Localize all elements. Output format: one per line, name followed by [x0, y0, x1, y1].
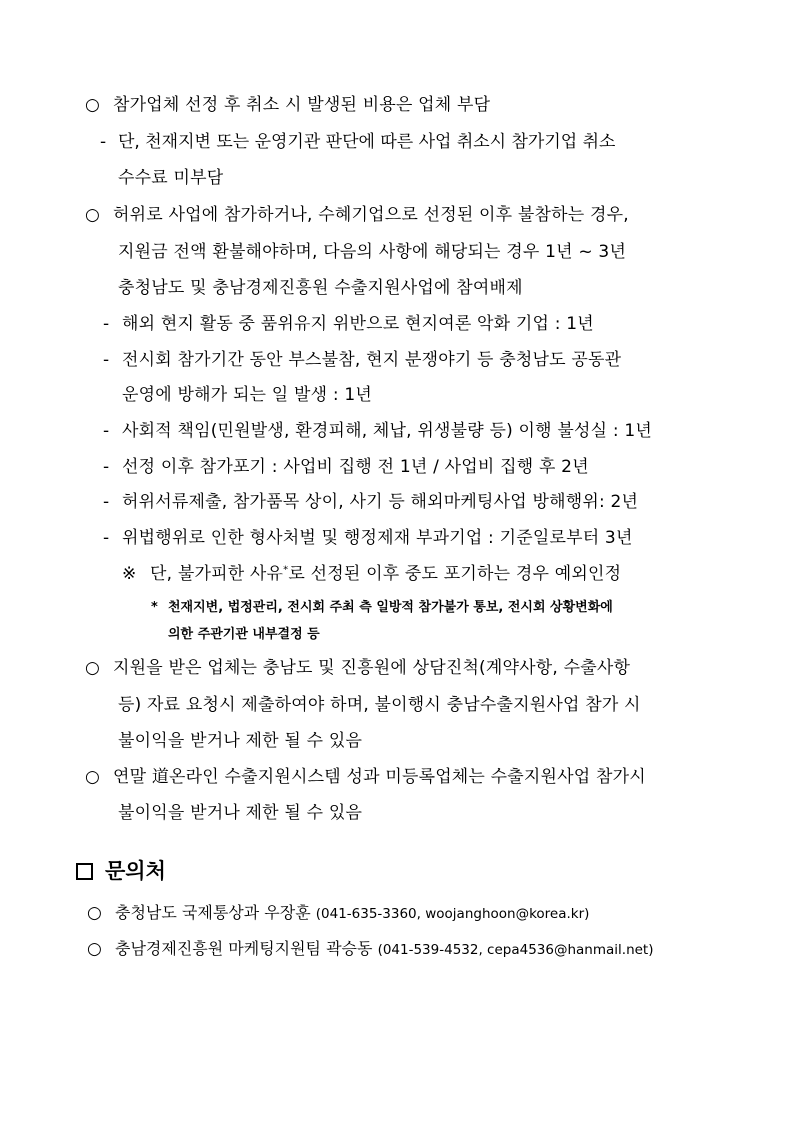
- rule-item-continued: 운영에 방해가 되는 일 발생 : 1년: [122, 385, 373, 405]
- dash-bullet: -: [103, 314, 110, 334]
- dash-bullet: -: [103, 528, 110, 548]
- rule-item: 전시회 참가기간 동안 부스불참, 현지 분쟁야기 등 충청남도 공동관: [122, 350, 622, 370]
- consultation-line2: 등) 자료 요청시 제출하여야 하며, 불이행시 충남수출지원사업 참가 시: [118, 695, 641, 715]
- consultation-line1: 지원을 받은 업체는 충남도 및 진흥원에 상담진척(계약사항, 수출사항: [113, 658, 631, 678]
- cancel-exception-line2: 수수료 미부담: [118, 168, 224, 188]
- rule-item: 사회적 책임(민원발생, 환경피해, 체납, 위생불량 등) 이행 불성실 : 1년: [122, 421, 653, 441]
- reference-mark: ※: [122, 564, 137, 584]
- false-participation-line1: 허위로 사업에 참가하거나, 수혜기업으로 선정된 이후 불참하는 경우,: [113, 205, 629, 225]
- rule-item: 허위서류제출, 참가품목 상이, 사기 등 해외마케팅사업 방해행위: 2년: [122, 492, 639, 512]
- circle-bullet: ○: [85, 767, 100, 787]
- circle-bullet: ○: [87, 939, 102, 959]
- checkbox-square-icon: [76, 863, 93, 880]
- footnote-line2: 의한 주관기관 내부결정 등: [168, 627, 320, 642]
- dash-bullet: -: [100, 132, 107, 152]
- contact-name: 충청남도 국제통상과 우장훈: [115, 903, 311, 922]
- contact-title-text: 문의처: [105, 859, 166, 883]
- contact-name: 충남경제진흥원 마케팅지원팀 곽승동: [115, 939, 373, 958]
- dash-bullet: -: [103, 421, 110, 441]
- contact-entry: [115, 938, 654, 961]
- rule-item: 선정 이후 참가포기 : 사업비 집행 전 1년 / 사업비 집행 후 2년: [122, 457, 589, 477]
- cancel-exception-text: 단, 천재지변 또는 운영기관 판단에 따른 사업 취소시 참가기업 취소: [118, 132, 616, 152]
- circle-bullet: ○: [85, 205, 100, 225]
- cancel-cost-text: 참가업체 선정 후 취소 시 발생된 비용은 업체 부담: [113, 95, 491, 115]
- contact-entry: [115, 902, 589, 925]
- false-participation-line3: 충청남도 및 충남경제진흥원 수출지원사업에 참여배제: [118, 278, 523, 298]
- contact-detail: (041-635-3360, woojanghoon@korea.kr): [315, 906, 590, 922]
- consultation-line3: 불이익을 받거나 제한 될 수 있음: [118, 731, 363, 751]
- rule-item: 위법행위로 인한 형사처벌 및 행정제재 부과기업 : 기준일로부터 3년: [122, 528, 633, 548]
- circle-bullet: ○: [87, 903, 102, 923]
- rule-item: 해외 현지 활동 중 품위유지 위반으로 현지여론 악화 기업 : 1년: [122, 314, 594, 334]
- false-participation-line2: 지원금 전액 환불해야하며, 다음의 사항에 해당되는 경우 1년 ~ 3년: [118, 242, 627, 262]
- exception-pre: 단, 불가피한 사유: [150, 564, 284, 584]
- online-line2: 불이익을 받거나 제한 될 수 있음: [118, 803, 363, 823]
- circle-bullet: ○: [85, 658, 100, 678]
- dash-bullet: -: [103, 492, 110, 512]
- cancel-exception-line1: [118, 131, 730, 153]
- online-line1: 연말 道온라인 수출지원시스템 성과 미등록업체는 수출지원사업 참가시: [113, 767, 646, 787]
- contact-detail: (041-539-4532, cepa4536@hanmail.net): [377, 942, 654, 958]
- circle-bullet: ○: [85, 95, 100, 115]
- footnote-asterisk: *: [151, 600, 158, 615]
- contact-section-title: [76, 857, 166, 885]
- dash-bullet: -: [103, 457, 110, 477]
- exception-text: [150, 563, 621, 585]
- dash-bullet: -: [103, 350, 110, 370]
- exception-post: 로 선정된 이후 중도 포기하는 경우 예외인정: [288, 564, 622, 584]
- exception-superscript: *: [283, 564, 289, 576]
- footnote-line1: 천재지변, 법정관리, 전시회 주최 측 일방적 참가불가 통보, 전시회 상황변화에: [168, 600, 613, 615]
